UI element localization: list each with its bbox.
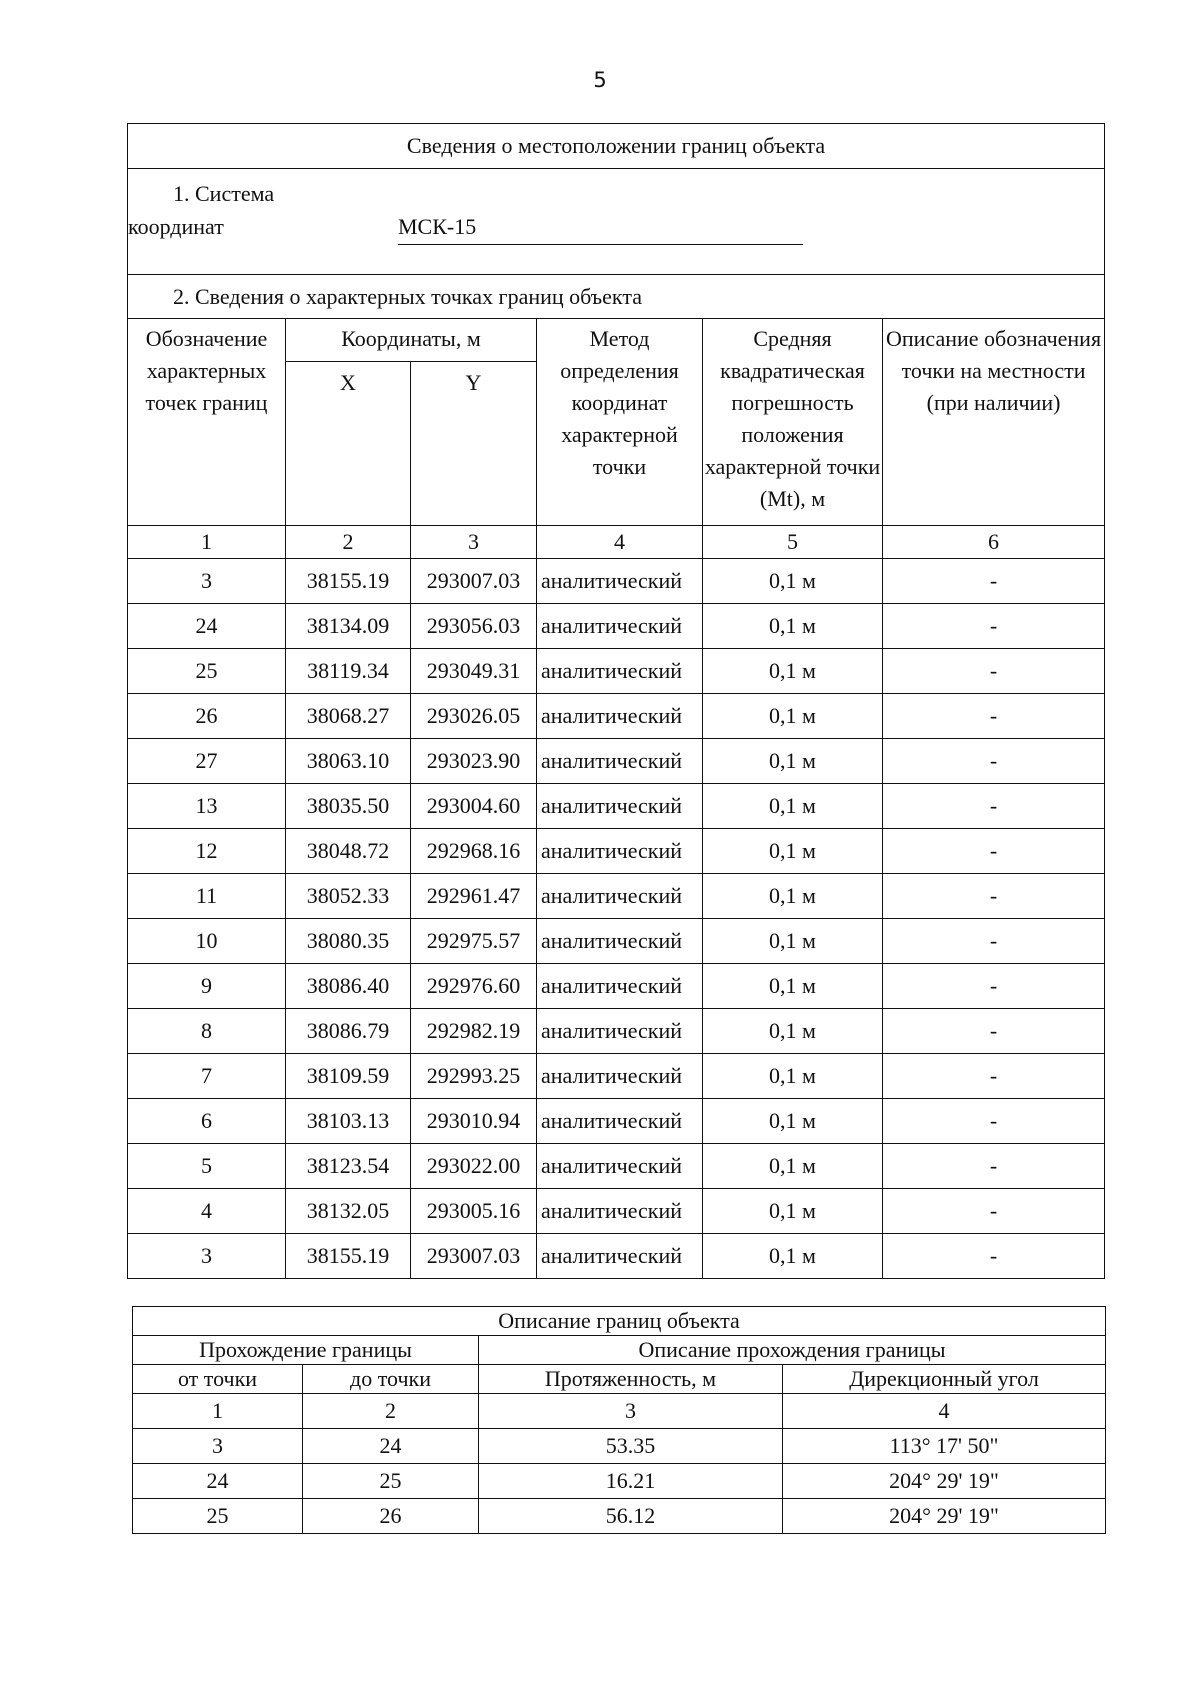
cell-x: 38134.09: [286, 604, 411, 649]
cell-description: -: [883, 1054, 1105, 1099]
cell-x: 38052.33: [286, 874, 411, 919]
cell-point: 10: [128, 919, 286, 964]
cell-y: 293007.03: [411, 559, 537, 604]
cell-point: 25: [128, 649, 286, 694]
column-number: 4: [783, 1394, 1106, 1429]
cell-x: 38155.19: [286, 1234, 411, 1279]
column-number: 5: [703, 526, 883, 559]
cell-x: 38035.50: [286, 784, 411, 829]
cell-y: 292982.19: [411, 1009, 537, 1054]
header-description: Описание обозначения точки на местности (при наличии): [883, 319, 1105, 526]
cell-y: 292993.25: [411, 1054, 537, 1099]
cell-method: аналитический: [537, 874, 703, 919]
header-designation: Обозначение характерных точек границ: [128, 319, 286, 526]
cell-point: 4: [128, 1189, 286, 1234]
cell-method: аналитический: [537, 1144, 703, 1189]
cell-x: 38068.27: [286, 694, 411, 739]
table-row: [128, 964, 1105, 1009]
cell-method: аналитический: [537, 784, 703, 829]
cell-method: аналитический: [537, 964, 703, 1009]
column-number: 3: [479, 1394, 783, 1429]
cell-point: 24: [128, 604, 286, 649]
cell-description: -: [883, 1144, 1105, 1189]
header-direction-angle: Дирекционный угол: [783, 1365, 1106, 1394]
cell-y: 293004.60: [411, 784, 537, 829]
cell-mt: 0,1 м: [703, 1099, 883, 1144]
table-row: [128, 739, 1105, 784]
header-length: Протяженность, м: [479, 1365, 783, 1394]
cell-x: 38086.40: [286, 964, 411, 1009]
cell-y: 292975.57: [411, 919, 537, 964]
cell-mt: 0,1 м: [703, 604, 883, 649]
table-row: [128, 1009, 1105, 1054]
cell-point: 13: [128, 784, 286, 829]
cell-description: -: [883, 784, 1105, 829]
cell-x: 38080.35: [286, 919, 411, 964]
cell-point: 5: [128, 1144, 286, 1189]
cell-x: 38048.72: [286, 829, 411, 874]
table-row: [128, 874, 1105, 919]
header-mt: Средняя квадратическая погрешность положения характерной точки (Mt), м: [703, 319, 883, 526]
table-row: [128, 559, 1105, 604]
table-row: [128, 919, 1105, 964]
cell-mt: 0,1 м: [703, 1234, 883, 1279]
table-row: [128, 1189, 1105, 1234]
cell-point: 26: [128, 694, 286, 739]
cell-point: 12: [128, 829, 286, 874]
header-coordinates: Координаты, м: [286, 319, 537, 362]
table-row: [133, 1464, 1106, 1499]
cell-method: аналитический: [537, 604, 703, 649]
cell-description: -: [883, 1099, 1105, 1144]
cell-y: 292976.60: [411, 964, 537, 1009]
cell-method: аналитический: [537, 1189, 703, 1234]
column-number: 3: [411, 526, 537, 559]
cell-description: -: [883, 919, 1105, 964]
cell-mt: 0,1 м: [703, 559, 883, 604]
boundary-table-title: Описание границ объекта: [133, 1307, 1106, 1336]
cell-description: -: [883, 739, 1105, 784]
cell-x: 38063.10: [286, 739, 411, 784]
cell-x: 38103.13: [286, 1099, 411, 1144]
cell-y: 293005.16: [411, 1189, 537, 1234]
table-row: [128, 1054, 1105, 1099]
cell-description: -: [883, 1189, 1105, 1234]
cell-y: 293023.90: [411, 739, 537, 784]
header-method: Метод определения координат характерной точки: [537, 319, 703, 526]
cell-method: аналитический: [537, 919, 703, 964]
column-number: 1: [133, 1394, 303, 1429]
cell-description: -: [883, 649, 1105, 694]
cell-y: 293022.00: [411, 1144, 537, 1189]
cell-point: 11: [128, 874, 286, 919]
cell-description: -: [883, 874, 1105, 919]
cell-to-point: 26: [303, 1499, 479, 1534]
cell-y: 293026.05: [411, 694, 537, 739]
cell-method: аналитический: [537, 739, 703, 784]
cell-mt: 0,1 м: [703, 1054, 883, 1099]
cell-from-point: 25: [133, 1499, 303, 1534]
cell-description: -: [883, 694, 1105, 739]
table-row: [128, 649, 1105, 694]
column-number: 1: [128, 526, 286, 559]
cell-description: -: [883, 1009, 1105, 1054]
table-row: [133, 1429, 1106, 1464]
cell-mt: 0,1 м: [703, 784, 883, 829]
boundary-column-number-row: [133, 1394, 1106, 1429]
cell-mt: 0,1 м: [703, 739, 883, 784]
column-number: 6: [883, 526, 1105, 559]
cell-method: аналитический: [537, 559, 703, 604]
table-row: [128, 1144, 1105, 1189]
cell-mt: 0,1 м: [703, 1189, 883, 1234]
coordinate-system-value: МСК-15: [398, 214, 803, 245]
cell-point: 3: [128, 1234, 286, 1279]
header-x: X: [286, 362, 411, 526]
cell-length: 56.12: [479, 1499, 783, 1534]
coordinate-system-block: [128, 169, 1105, 275]
cell-length: 53.35: [479, 1429, 783, 1464]
coordinate-system-label-cont: координат: [128, 214, 224, 239]
cell-from-point: 3: [133, 1429, 303, 1464]
header-from-point: от точки: [133, 1365, 303, 1394]
cell-mt: 0,1 м: [703, 649, 883, 694]
header-to-point: до точки: [303, 1365, 479, 1394]
cell-y: 293049.31: [411, 649, 537, 694]
cell-description: -: [883, 559, 1105, 604]
table-title: Сведения о местоположении границ объекта: [128, 124, 1105, 169]
column-number: 2: [286, 526, 411, 559]
cell-x: 38132.05: [286, 1189, 411, 1234]
cell-direction-angle: 204° 29' 19": [783, 1464, 1106, 1499]
cell-x: 38109.59: [286, 1054, 411, 1099]
cell-mt: 0,1 м: [703, 919, 883, 964]
cell-mt: 0,1 м: [703, 1009, 883, 1054]
coordinate-system-label: 1. Система: [173, 181, 275, 206]
column-number: 4: [537, 526, 703, 559]
boundary-description-table: [132, 1306, 1106, 1534]
cell-mt: 0,1 м: [703, 964, 883, 1009]
cell-method: аналитический: [537, 1234, 703, 1279]
cell-length: 16.21: [479, 1464, 783, 1499]
cell-method: аналитический: [537, 649, 703, 694]
cell-method: аналитический: [537, 1009, 703, 1054]
page-number: 5: [593, 68, 607, 92]
cell-x: 38155.19: [286, 559, 411, 604]
cell-mt: 0,1 м: [703, 829, 883, 874]
cell-method: аналитический: [537, 1099, 703, 1144]
cell-x: 38123.54: [286, 1144, 411, 1189]
cell-mt: 0,1 м: [703, 694, 883, 739]
cell-method: аналитический: [537, 1054, 703, 1099]
table-row: [128, 784, 1105, 829]
cell-point: 7: [128, 1054, 286, 1099]
cell-point: 27: [128, 739, 286, 784]
cell-mt: 0,1 м: [703, 874, 883, 919]
cell-description: -: [883, 829, 1105, 874]
cell-point: 8: [128, 1009, 286, 1054]
cell-description: -: [883, 604, 1105, 649]
table-row: [133, 1499, 1106, 1534]
boundary-points-table: [127, 123, 1105, 1279]
cell-y: 292961.47: [411, 874, 537, 919]
table-row: [128, 694, 1105, 739]
cell-direction-angle: 204° 29' 19": [783, 1499, 1106, 1534]
cell-description: -: [883, 1234, 1105, 1279]
header-passage: Прохождение границы: [133, 1336, 479, 1365]
cell-point: 9: [128, 964, 286, 1009]
cell-x: 38086.79: [286, 1009, 411, 1054]
column-number: 2: [303, 1394, 479, 1429]
cell-x: 38119.34: [286, 649, 411, 694]
table-row: [128, 829, 1105, 874]
cell-method: аналитический: [537, 694, 703, 739]
header-passage-description: Описание прохождения границы: [479, 1336, 1106, 1365]
cell-point: 6: [128, 1099, 286, 1144]
table-row: [128, 1099, 1105, 1144]
cell-mt: 0,1 м: [703, 1144, 883, 1189]
table-row: [128, 604, 1105, 649]
cell-description: -: [883, 964, 1105, 1009]
cell-y: 293056.03: [411, 604, 537, 649]
cell-y: 292968.16: [411, 829, 537, 874]
header-y: Y: [411, 362, 537, 526]
cell-y: 293010.94: [411, 1099, 537, 1144]
cell-method: аналитический: [537, 829, 703, 874]
cell-to-point: 24: [303, 1429, 479, 1464]
cell-y: 293007.03: [411, 1234, 537, 1279]
table-row: [128, 1234, 1105, 1279]
cell-from-point: 24: [133, 1464, 303, 1499]
points-section-title: 2. Сведения о характерных точках границ объекта: [128, 275, 1105, 319]
cell-direction-angle: 113° 17' 50": [783, 1429, 1106, 1464]
cell-to-point: 25: [303, 1464, 479, 1499]
cell-point: 3: [128, 559, 286, 604]
column-number-row: [128, 526, 1105, 559]
